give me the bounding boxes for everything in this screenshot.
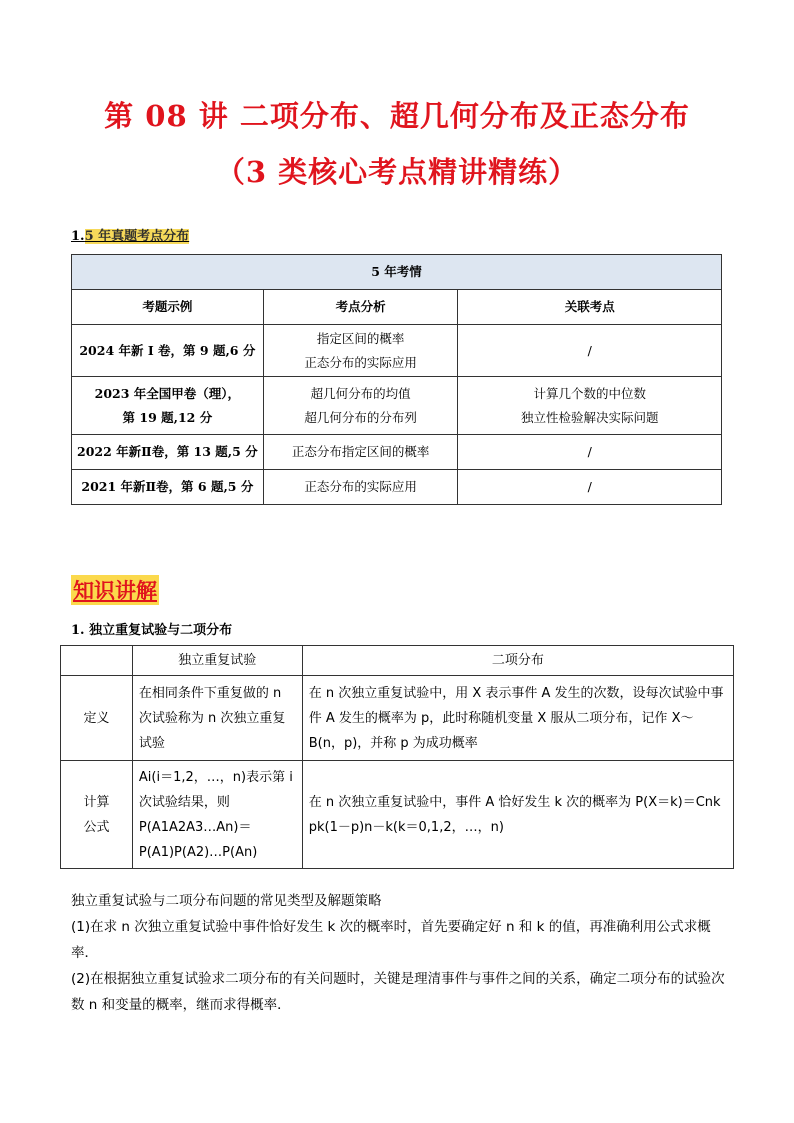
notes-heading: 独立重复试验与二项分布问题的常见类型及解题策略	[71, 893, 382, 909]
related-line: 独立性检验解决实际问题	[520, 409, 659, 425]
formula-line: P(A1A2A3…An)＝	[138, 819, 252, 835]
row-label-line: 计算	[83, 794, 110, 810]
table-row	[61, 676, 734, 761]
binomial-knowledge-table	[60, 645, 734, 869]
exam-analysis: 正态分布指定区间的概率	[263, 435, 458, 470]
analysis-line: 超几何分布的分布列	[304, 409, 417, 425]
page-subtitle: （3 类核心考点精讲精练）	[215, 155, 579, 189]
table-row	[72, 470, 722, 505]
note-item-2: (2)在根据独立重复试验求二项分布的有关问题时，关键是理清事件与事件之间的关系，确定二项分布的试验次数 n 和变量的概率，继而求得概率．	[71, 971, 725, 1013]
formula-line: 在 n 次独立重复试验中，事件 A 恰好发生 k 次的概率为 P(X＝k)＝Cnk	[308, 794, 721, 810]
column-header-example: 考题示例	[72, 290, 264, 325]
exam-example: 2021 年新Ⅱ卷，第 6 题,5 分	[72, 470, 264, 505]
table-row	[72, 435, 722, 470]
table-row	[61, 761, 734, 869]
formula-binomial	[302, 761, 733, 869]
exam-analysis	[263, 325, 458, 377]
formula-independent-trials	[132, 761, 302, 869]
formula-line: pk(1－p)n－k(k＝0,1,2，…，n)	[308, 819, 504, 835]
column-header-related: 关联考点	[458, 290, 722, 325]
example-line: 2023 年全国甲卷（理），	[94, 385, 241, 401]
example-line: 第 19 题,12 分	[122, 409, 213, 425]
page-title: 第 08 讲 二项分布、超几何分布及正态分布	[104, 99, 690, 133]
column-header-independent-trials: 独立重复试验	[132, 646, 302, 676]
exam-example	[72, 377, 264, 435]
related-line: 计算几个数的中位数	[533, 385, 646, 401]
formula-line: 次试验结果，则	[138, 794, 230, 810]
section-heading-exam-distribution	[71, 225, 189, 244]
table-row	[72, 325, 722, 377]
row-label-line: 公式	[83, 819, 110, 835]
analysis-line: 超几何分布的均值	[310, 385, 411, 401]
exam-related	[458, 377, 722, 435]
column-header-analysis: 考点分析	[263, 290, 458, 325]
exam-example: 2024 年新 I 卷，第 9 题,6 分	[72, 325, 264, 377]
note-item-1: (1)在求 n 次独立重复试验中事件恰好发生 k 次的概率时，首先要确定好 n 和 k 的值，再准确利用公式求概率．	[71, 919, 711, 961]
table-row	[72, 377, 722, 435]
exam-related: /	[458, 435, 722, 470]
exam-example: 2022 年新Ⅱ卷，第 13 题,5 分	[72, 435, 264, 470]
column-header-binomial: 二项分布	[302, 646, 733, 676]
section-number: 1.	[71, 229, 85, 244]
exam-analysis: 正态分布的实际应用	[263, 470, 458, 505]
table-header: 5 年考情	[72, 255, 722, 290]
definition-binomial: 在 n 次独立重复试验中，用 X 表示事件 A 发生的次数，设每次试验中事件 A 发生的概率为 p，此时称随机变量 X 服从二项分布，记作 X～B(n，p)，并称 p 为成功概率	[302, 676, 733, 761]
subsection-heading: 1. 独立重复试验与二项分布	[71, 623, 233, 638]
analysis-line: 正态分布的实际应用	[304, 354, 417, 370]
exam-analysis	[263, 377, 458, 435]
row-label-definition: 定义	[61, 676, 133, 761]
section-label: 5 年真题考点分布	[84, 229, 190, 244]
row-label-formula	[61, 761, 133, 869]
corner-cell	[61, 646, 133, 676]
formula-line: Ai(i＝1,2，…，n)表示第 i	[138, 769, 293, 785]
exam-related: /	[458, 470, 722, 505]
definition-independent-trials: 在相同条件下重复做的 n 次试验称为 n 次独立重复试验	[132, 676, 302, 761]
knowledge-heading: 知识讲解	[71, 575, 159, 605]
formula-line: P(A1)P(A2)…P(An)	[138, 844, 258, 860]
exam-related: /	[458, 325, 722, 377]
analysis-line: 指定区间的概率	[316, 330, 405, 346]
exam-distribution-table	[71, 254, 722, 505]
